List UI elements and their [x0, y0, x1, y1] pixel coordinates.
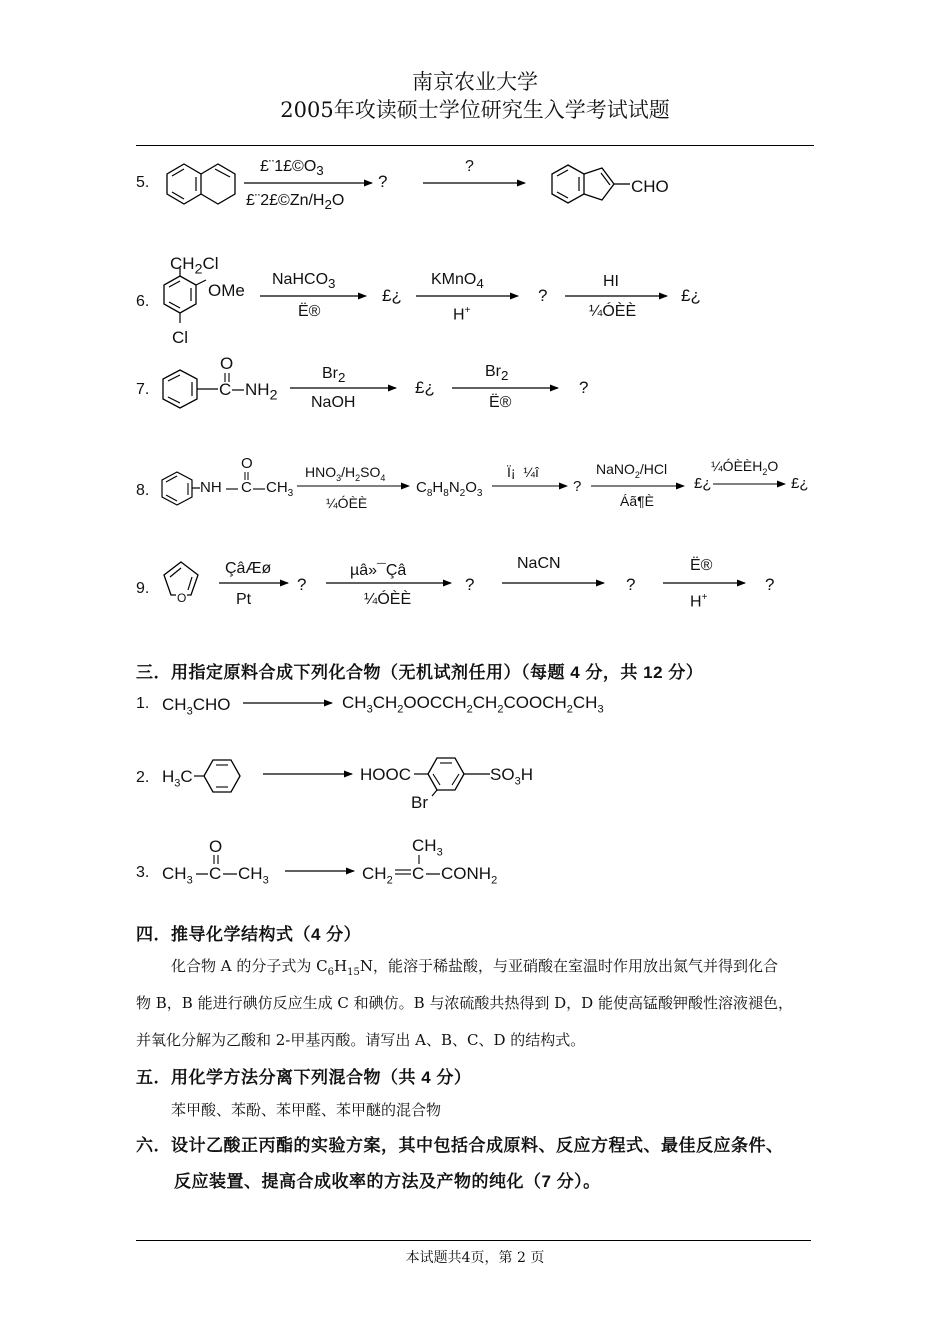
s3-item1-product: $CH_3CH_2OOCCH_2CH_2COOCH_2CH_3$ — [342, 693, 604, 716]
s3-item2-methyl: $H_3C$ — [162, 767, 193, 790]
q7-amino-group: $NH_2$ — [245, 380, 278, 404]
section3-heading: 三．用指定原料合成下列化合物（无机试剂任用）（每题 4 分，共 12 分） — [136, 663, 704, 682]
header-divider — [136, 145, 814, 146]
s3-item3-product-methyl: $CH_3$ — [412, 836, 443, 859]
s3-item3-bond-left — [196, 873, 210, 877]
footer-divider — [136, 1240, 811, 1241]
footer-page-info: 本试题共4页，第 2 页 — [405, 1250, 545, 1266]
q8-condition-4-top: $\frac{1}{4}ÓÈÈH_2O$ — [711, 458, 779, 477]
q9-condition-4-top: Ë® — [690, 557, 713, 574]
s3-item2-number: 2. — [136, 769, 150, 786]
q9-condition-2-bottom: ¼ÓÈÈ — [364, 591, 412, 608]
q6-product-2: ? — [538, 286, 548, 305]
q9-arrow-1 — [219, 583, 291, 593]
q8-condition-1-bottom: ¼ÓÈÈ — [326, 495, 368, 511]
s3-item1-number: 1. — [136, 695, 150, 712]
q7-oxygen: O — [220, 354, 234, 373]
q8-cc-bond — [253, 488, 267, 492]
q5-dihydronaphthalene-structure — [160, 156, 240, 206]
section4-heading: 四．推导化学结构式（4 分） — [136, 925, 362, 944]
q8-product-3: £¿ — [791, 475, 809, 492]
q8-condition-2-top: Ï¡ ¼î — [507, 464, 539, 480]
section4-line-1: 化合物 A 的分子式为 $C_6H_{15}N$，能溶于稀盐酸，与亚硝酸在室温时作用放出氮气并得到化合 — [171, 957, 778, 978]
s3-item2-br: Br — [411, 793, 428, 812]
q9-condition-3-top: NaCN — [517, 555, 561, 572]
s3-item3-conh2: $CONH_2$ — [441, 864, 498, 887]
q9-product-2: ? — [465, 575, 475, 594]
q9-product-4: ? — [765, 575, 775, 594]
q6-number: 6. — [136, 293, 150, 310]
q6-substituent-ome: OMe — [208, 281, 245, 300]
s3-item3-central-carbon: C — [412, 864, 425, 883]
q5-product-cho: CHO — [631, 177, 669, 196]
s3-item2-so3h: $SO_3H$ — [490, 765, 533, 788]
s3-item3-number: 3. — [136, 864, 150, 881]
q8-product-1: ? — [573, 478, 582, 495]
q6-condition-2-bottom: H+ — [453, 305, 471, 324]
q9-condition-2-top: µâ»¯Çâ — [350, 562, 407, 579]
q9-product-1: ? — [297, 575, 307, 594]
s3-item3-ch3-left: $CH_3$ — [162, 864, 193, 887]
q6-product-3: £¿ — [681, 286, 701, 305]
q7-condition-2-bottom: Ë® — [489, 394, 512, 411]
s3-item3-amide-bond — [426, 873, 442, 877]
q9-condition-1-top: ÇâÆø — [225, 560, 272, 577]
q7-cn-bond — [232, 389, 246, 393]
s3-item2-toluene-ring — [194, 755, 256, 799]
q6-product-1: £¿ — [382, 286, 402, 305]
q7-condition-1-bottom: NaOH — [311, 394, 356, 411]
q8-condition-1-top: $HNO_3/H_2SO_4$ — [305, 464, 386, 483]
q9-arrow-3 — [502, 583, 607, 593]
q6-condition-3-bottom: ¼ÓÈÈ — [589, 303, 637, 320]
q8-arrow-2 — [492, 486, 570, 496]
q7-product-2: ? — [579, 378, 589, 397]
q7-product-1: £¿ — [415, 378, 435, 397]
q8-condition-3-bottom: Áã¶È — [620, 493, 654, 509]
q9-product-3: ? — [626, 575, 636, 594]
q6-benzene-ring — [156, 268, 216, 333]
q5-intermediate: ? — [378, 172, 388, 191]
s3-item2-arrow — [263, 774, 355, 784]
university-name: 南京农业大学 — [412, 70, 538, 94]
s3-item3-ch2: $CH_2$ — [362, 864, 393, 887]
q6-condition-1-top: NaHCO$_3$ — [272, 271, 336, 292]
q6-substituent-cl: Cl — [172, 328, 189, 347]
q7-number: 7. — [136, 381, 150, 398]
section5-body: 苯甲酸、苯酚、苯甲醛、苯甲醚的混合物 — [171, 1101, 442, 1119]
q5-arrow-2 — [423, 183, 528, 193]
q9-condition-4-bottom: H+ — [690, 592, 708, 611]
s3-item3-double-bond — [395, 869, 413, 877]
q7-benzene-ring — [160, 368, 220, 413]
s3-item3-arrow — [285, 871, 357, 881]
q8-methyl: $CH_3$ — [266, 479, 294, 499]
q8-carbon: C — [241, 479, 252, 496]
q8-oxygen: O — [241, 455, 253, 472]
q8-nc-bond — [226, 488, 240, 492]
q6-condition-1-bottom: Ë® — [298, 303, 321, 320]
q8-arrow-4 — [713, 484, 788, 494]
s3-item1-start: $CH_3CHO$ — [162, 695, 231, 718]
q8-condition-3-top: NaNO$_2$/HCl — [596, 461, 668, 480]
q8-number: 8. — [136, 482, 150, 499]
section6-line-1: 六．设计乙酸正丙酯的实验方案，其中包括合成原料、反应方程式、最佳反应条件、 — [136, 1136, 784, 1155]
s3-item3-ch3-right: $CH_3$ — [238, 864, 269, 887]
q9-furan-oxygen: O — [177, 591, 187, 605]
q5-condition-1-bottom: $£¨2£©Zn/H_2O$ — [246, 192, 345, 213]
section5-heading: 五．用化学方法分离下列混合物（共 4 分） — [136, 1068, 472, 1087]
q8-nh: NH — [200, 479, 222, 496]
q6-condition-3-top: HI — [603, 273, 619, 290]
q5-number: 5. — [136, 174, 150, 191]
q5-indene-product-structure — [548, 163, 638, 211]
q5-condition-2-top: ? — [465, 158, 474, 175]
q7-condition-1-top: $Br_2$ — [322, 365, 346, 386]
q8-product-2: £¿ — [694, 475, 712, 492]
s3-item1-arrow — [243, 703, 335, 713]
q9-number: 9. — [136, 580, 150, 597]
q5-condition-1-top: $£¨1£©O_3$ — [260, 158, 324, 179]
s3-item3-oxygen: O — [209, 837, 223, 856]
exam-title: 2005年攻读硕士学位研究生入学考试试题 — [280, 98, 670, 122]
s3-item3-carbon: C — [209, 864, 222, 883]
q7-condition-2-top: $Br_2$ — [485, 363, 509, 384]
s3-item2-cooh: HOOC — [360, 765, 411, 784]
section4-line-3: 并氧化分解为乙酸和 2-甲基丙酸。请写出 A、B、C、D 的结构式。 — [136, 1031, 586, 1049]
s3-item3-bond-right — [223, 873, 239, 877]
section6-line-2: 反应装置、提高合成收率的方法及产物的纯化（7 分）。 — [174, 1172, 601, 1191]
q6-condition-2-top: KMnO$_4$ — [431, 271, 484, 292]
q7-carbon: C — [219, 380, 232, 399]
q8-intermediate-formula: $C_8H_8N_2O_3$ — [416, 479, 483, 499]
q6-substituent-ch2cl: $CH_2Cl$ — [170, 254, 219, 278]
section4-line-2: 物 B，B 能进行碘仿反应生成 C 和碘仿。B 与浓硫酸共热得到 D，D 能使高锰酸钾酸性溶液褪色， — [136, 994, 793, 1012]
q9-condition-1-bottom: Pt — [236, 591, 252, 608]
